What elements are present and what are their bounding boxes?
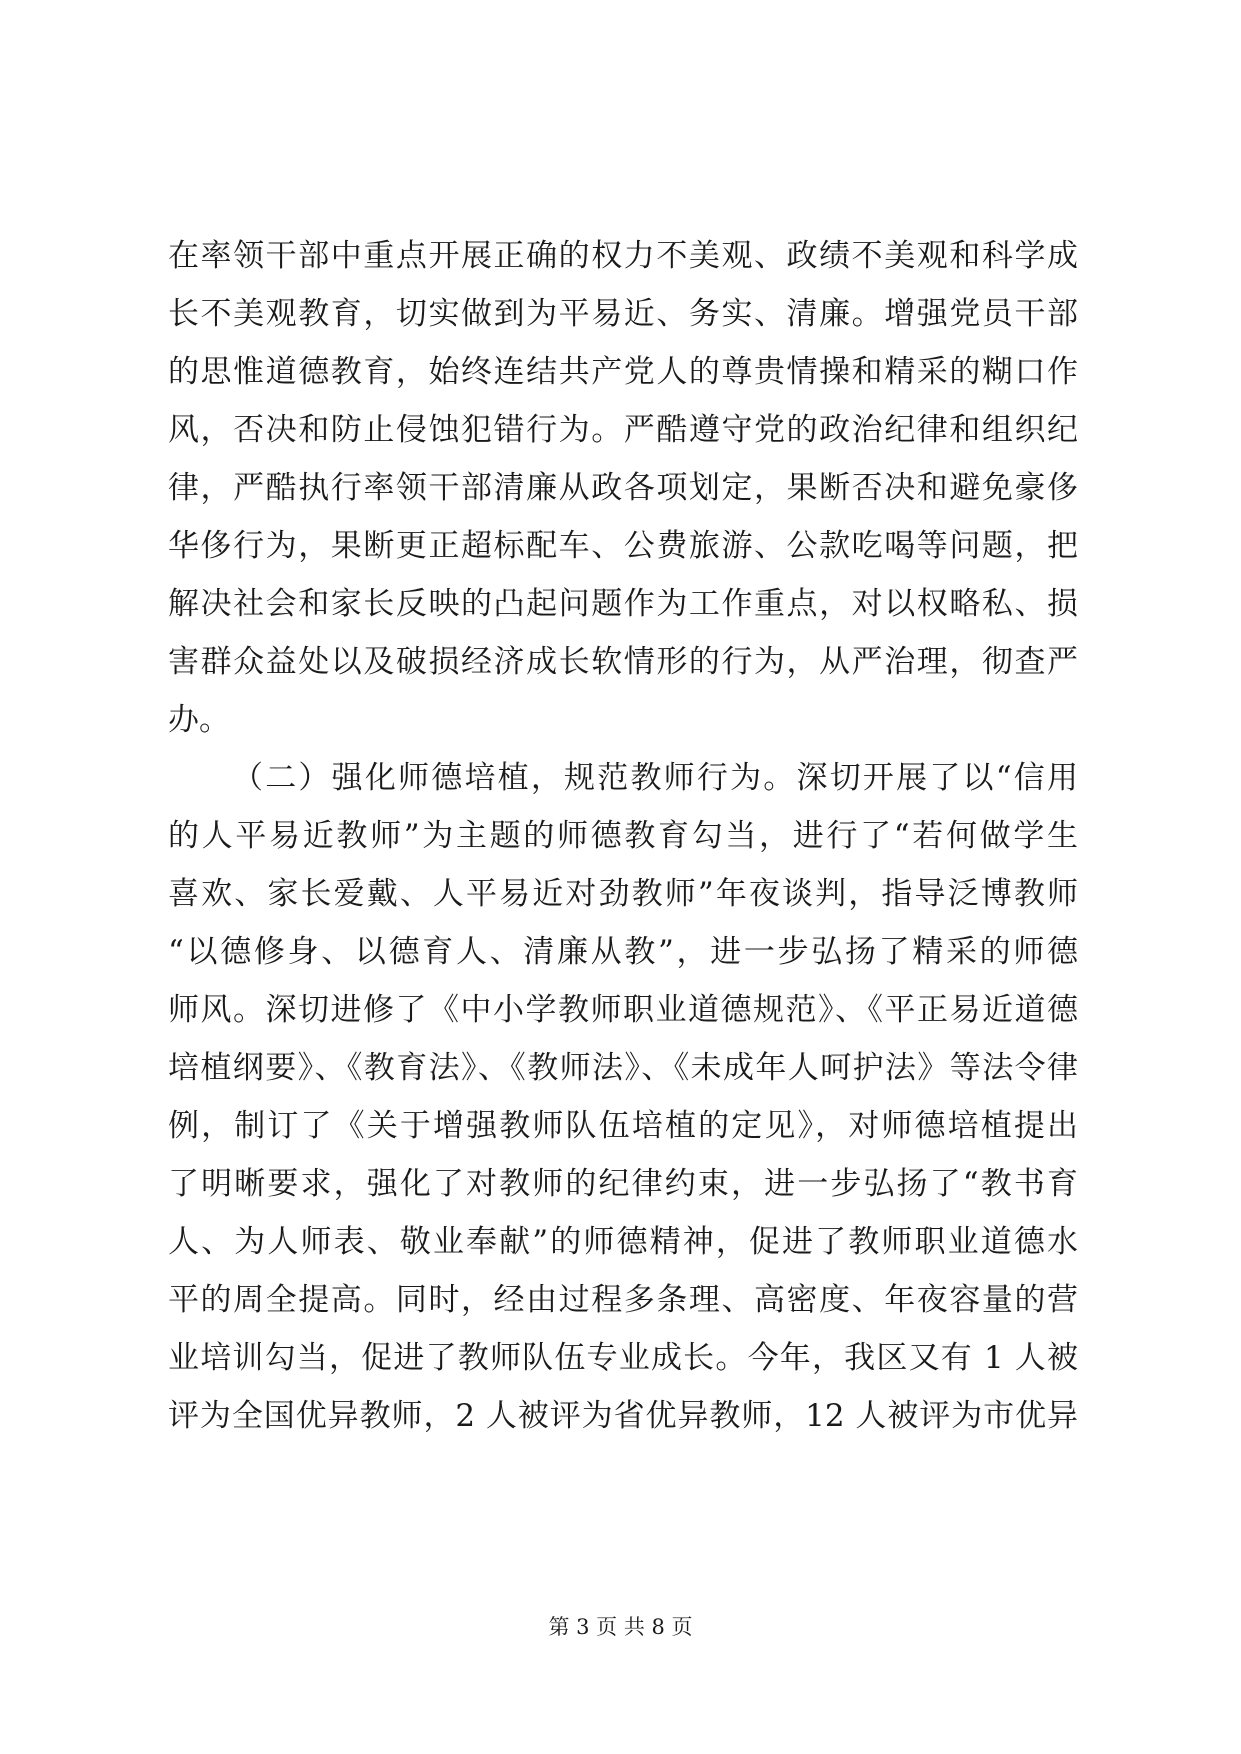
paragraph-2-line-12: 评为全国优异教师，2 人被评为省优异教师，12 人被评为市优异 — [168, 1398, 1078, 1434]
paragraph-2-line-10: 平的周全提高。同时，经由过程多条理、高密度、年夜容量的营 — [168, 1282, 1078, 1318]
paragraph-1-line-8: 害群众益处以及破损经济成长软情形的行为，从严治理，彻查严 — [168, 644, 1078, 680]
paragraph-1-line-2: 长不美观教育，切实做到为平易近、务实、清廉。增强党员干部 — [168, 296, 1078, 332]
paragraph-2-line-5: 师风。深切进修了《中小学教师职业道德规范》、《平正易近道德 — [168, 992, 1078, 1028]
paragraph-2-line-1: （二）强化师德培植，规范教师行为。深切开展了以“信用 — [232, 760, 1078, 796]
paragraph-2-line-3: 喜欢、家长爱戴、人平易近对劲教师”年夜谈判，指导泛博教师 — [168, 876, 1078, 912]
paragraph-1-line-6: 华侈行为，果断更正超标配车、公费旅游、公款吃喝等问题，把 — [168, 528, 1078, 564]
paragraph-1-line-4: 风，否决和防止侵蚀犯错行为。严酷遵守党的政治纪律和组织纪 — [168, 412, 1078, 448]
paragraph-2-line-4: “以德修身、以德育人、清廉从教”，进一步弘扬了精采的师德 — [168, 934, 1078, 970]
paragraph-1-line-9: 办。 — [168, 702, 230, 738]
paragraph-2-line-6: 培植纲要》、《教育法》、《教师法》、《未成年人呵护法》等法令律 — [168, 1050, 1078, 1086]
paragraph-2-line-2: 的人平易近教师”为主题的师德教育勾当，进行了“若何做学生 — [168, 818, 1078, 854]
paragraph-1-line-1: 在率领干部中重点开展正确的权力不美观、政绩不美观和科学成 — [168, 238, 1078, 274]
page-number-footer: 第 3 页 共 8 页 — [548, 1615, 693, 1639]
paragraph-2-line-9: 人、为人师表、敬业奉献”的师德精神，促进了教师职业道德水 — [168, 1224, 1078, 1260]
paragraph-2-line-7: 例，制订了《关于增强教师队伍培植的定见》，对师德培植提出 — [168, 1108, 1078, 1144]
body-text — [168, 227, 1078, 1445]
paragraph-2-line-11: 业培训勾当，促进了教师队伍专业成长。今年，我区又有 1 人被 — [168, 1340, 1078, 1376]
paragraph-1-line-7: 解决社会和家长反映的凸起问题作为工作重点，对以权略私、损 — [168, 586, 1078, 622]
paragraph-2-line-8: 了明晰要求，强化了对教师的纪律约束，进一步弘扬了“教书育 — [168, 1166, 1078, 1202]
paragraph-1-line-5: 律，严酷执行率领干部清廉从政各项划定，果断否决和避免豪侈 — [168, 470, 1078, 506]
paragraph-1-line-3: 的思惟道德教育，始终连结共产党人的尊贵情操和精采的糊口作 — [168, 354, 1078, 390]
